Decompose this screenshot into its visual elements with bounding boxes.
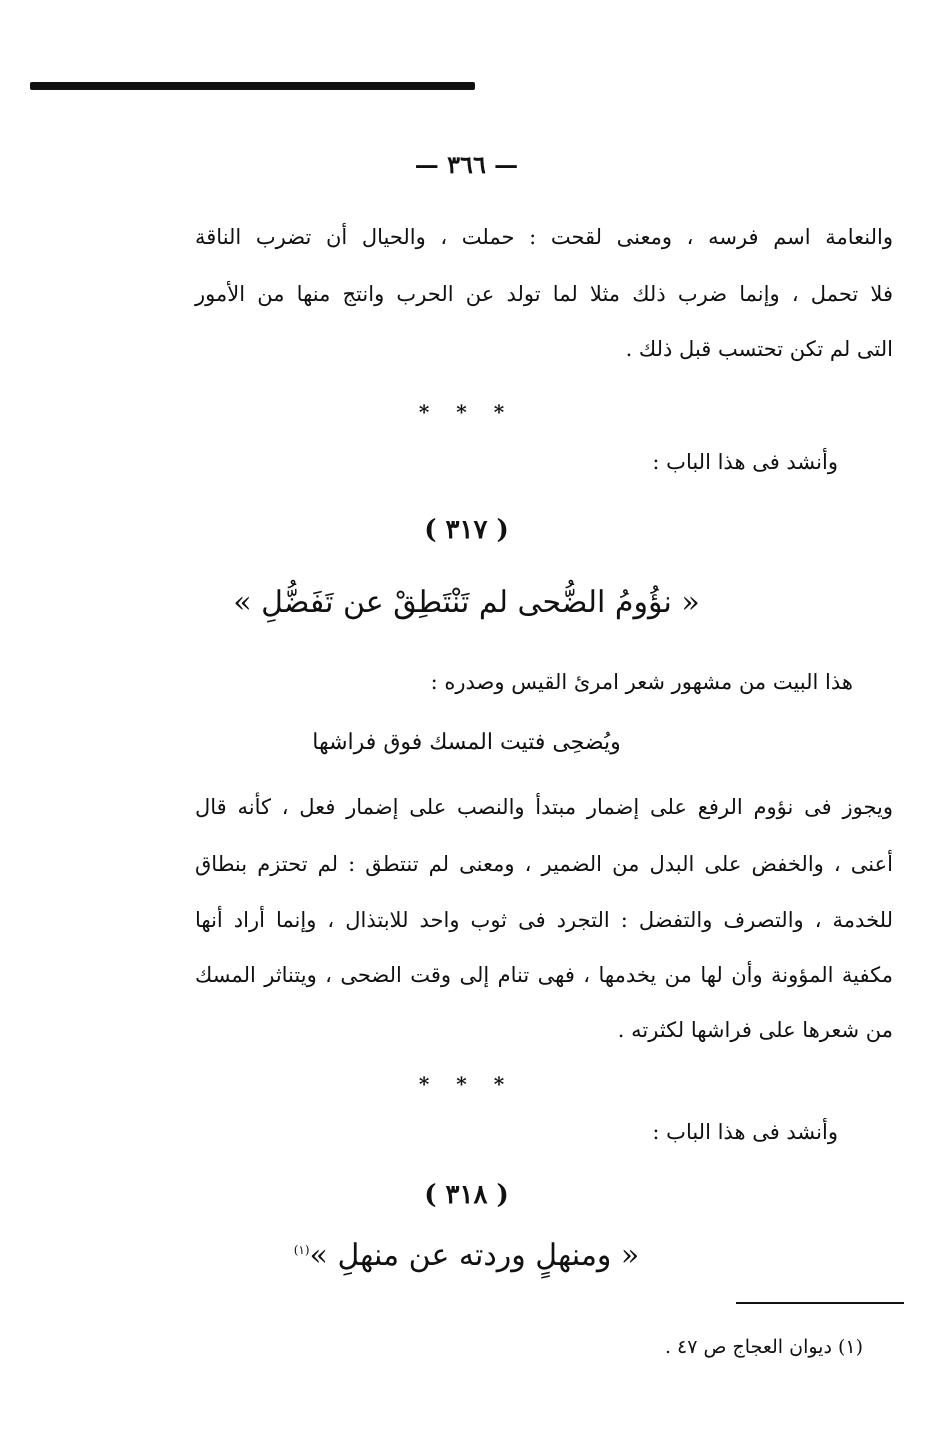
footnote-rule [736,1302,904,1304]
section-divider: * * * [418,1072,515,1096]
commentary-line: أعنى ، والخفض على البدل من الضمير ، ومعنى لم تنتطق : لم تحتزم بنطاق [195,852,893,876]
entry-number: ( ٣١٧ ) [424,515,509,545]
commentary-line: للخدمة ، والتصرف والتفضل : التجرد فى ثوب واحد للابتذال ، وإنما أراد أنها [195,908,893,932]
top-rule [30,82,475,90]
commentary-line: ويجوز فى نؤوم الرفع على إضمار مبتدأ والنصب على إضمار فعل ، كأنه قال [195,795,893,819]
paragraph-line: التى لم تكن تحتسب قبل ذلك . [625,337,893,361]
section-divider: * * * [418,400,515,424]
first-hemistich: ويُضحِى فتيت المسك فوق فراشها [312,730,621,755]
verse [0,1238,933,1273]
entry-number: ( ٣١٨ ) [424,1180,509,1210]
footnote-marker: (١) [293,1243,310,1257]
paragraph-line: والنعامة اسم فرسه ، ومعنى لقحت : حملت ، والحيال أن تضرب الناقة [195,225,893,249]
entry-intro: وأنشد فى هذا الباب : [652,450,838,474]
paragraph-line: فلا تحمل ، وإنما ضرب ذلك مثلا لما تولد عن الحرب وانتج منها من الأمور [195,282,893,306]
footnote: (١) ديوان العجاج ص ٤٧ . [664,1336,863,1358]
explanation-line: هذا البيت من مشهور شعر امرئ القيس وصدره : [430,670,853,694]
page-number: — ٣٦٦ — [414,150,519,179]
verse: « نؤُومُ الضُّحى لم تَنْتَطِقْ عن تَفَضُّلِ » [233,585,700,620]
verse-text: « ومنهلٍ وردته عن منهلِ » [309,1238,640,1273]
entry-intro: وأنشد فى هذا الباب : [652,1120,838,1144]
commentary-line: مكفية المؤونة وأن لها من يخدمها ، فهى تنام إلى وقت الضحى ، ويتناثر المسك [195,963,893,987]
commentary-line: من شعرها على فراشها لكثرته . [617,1018,893,1042]
